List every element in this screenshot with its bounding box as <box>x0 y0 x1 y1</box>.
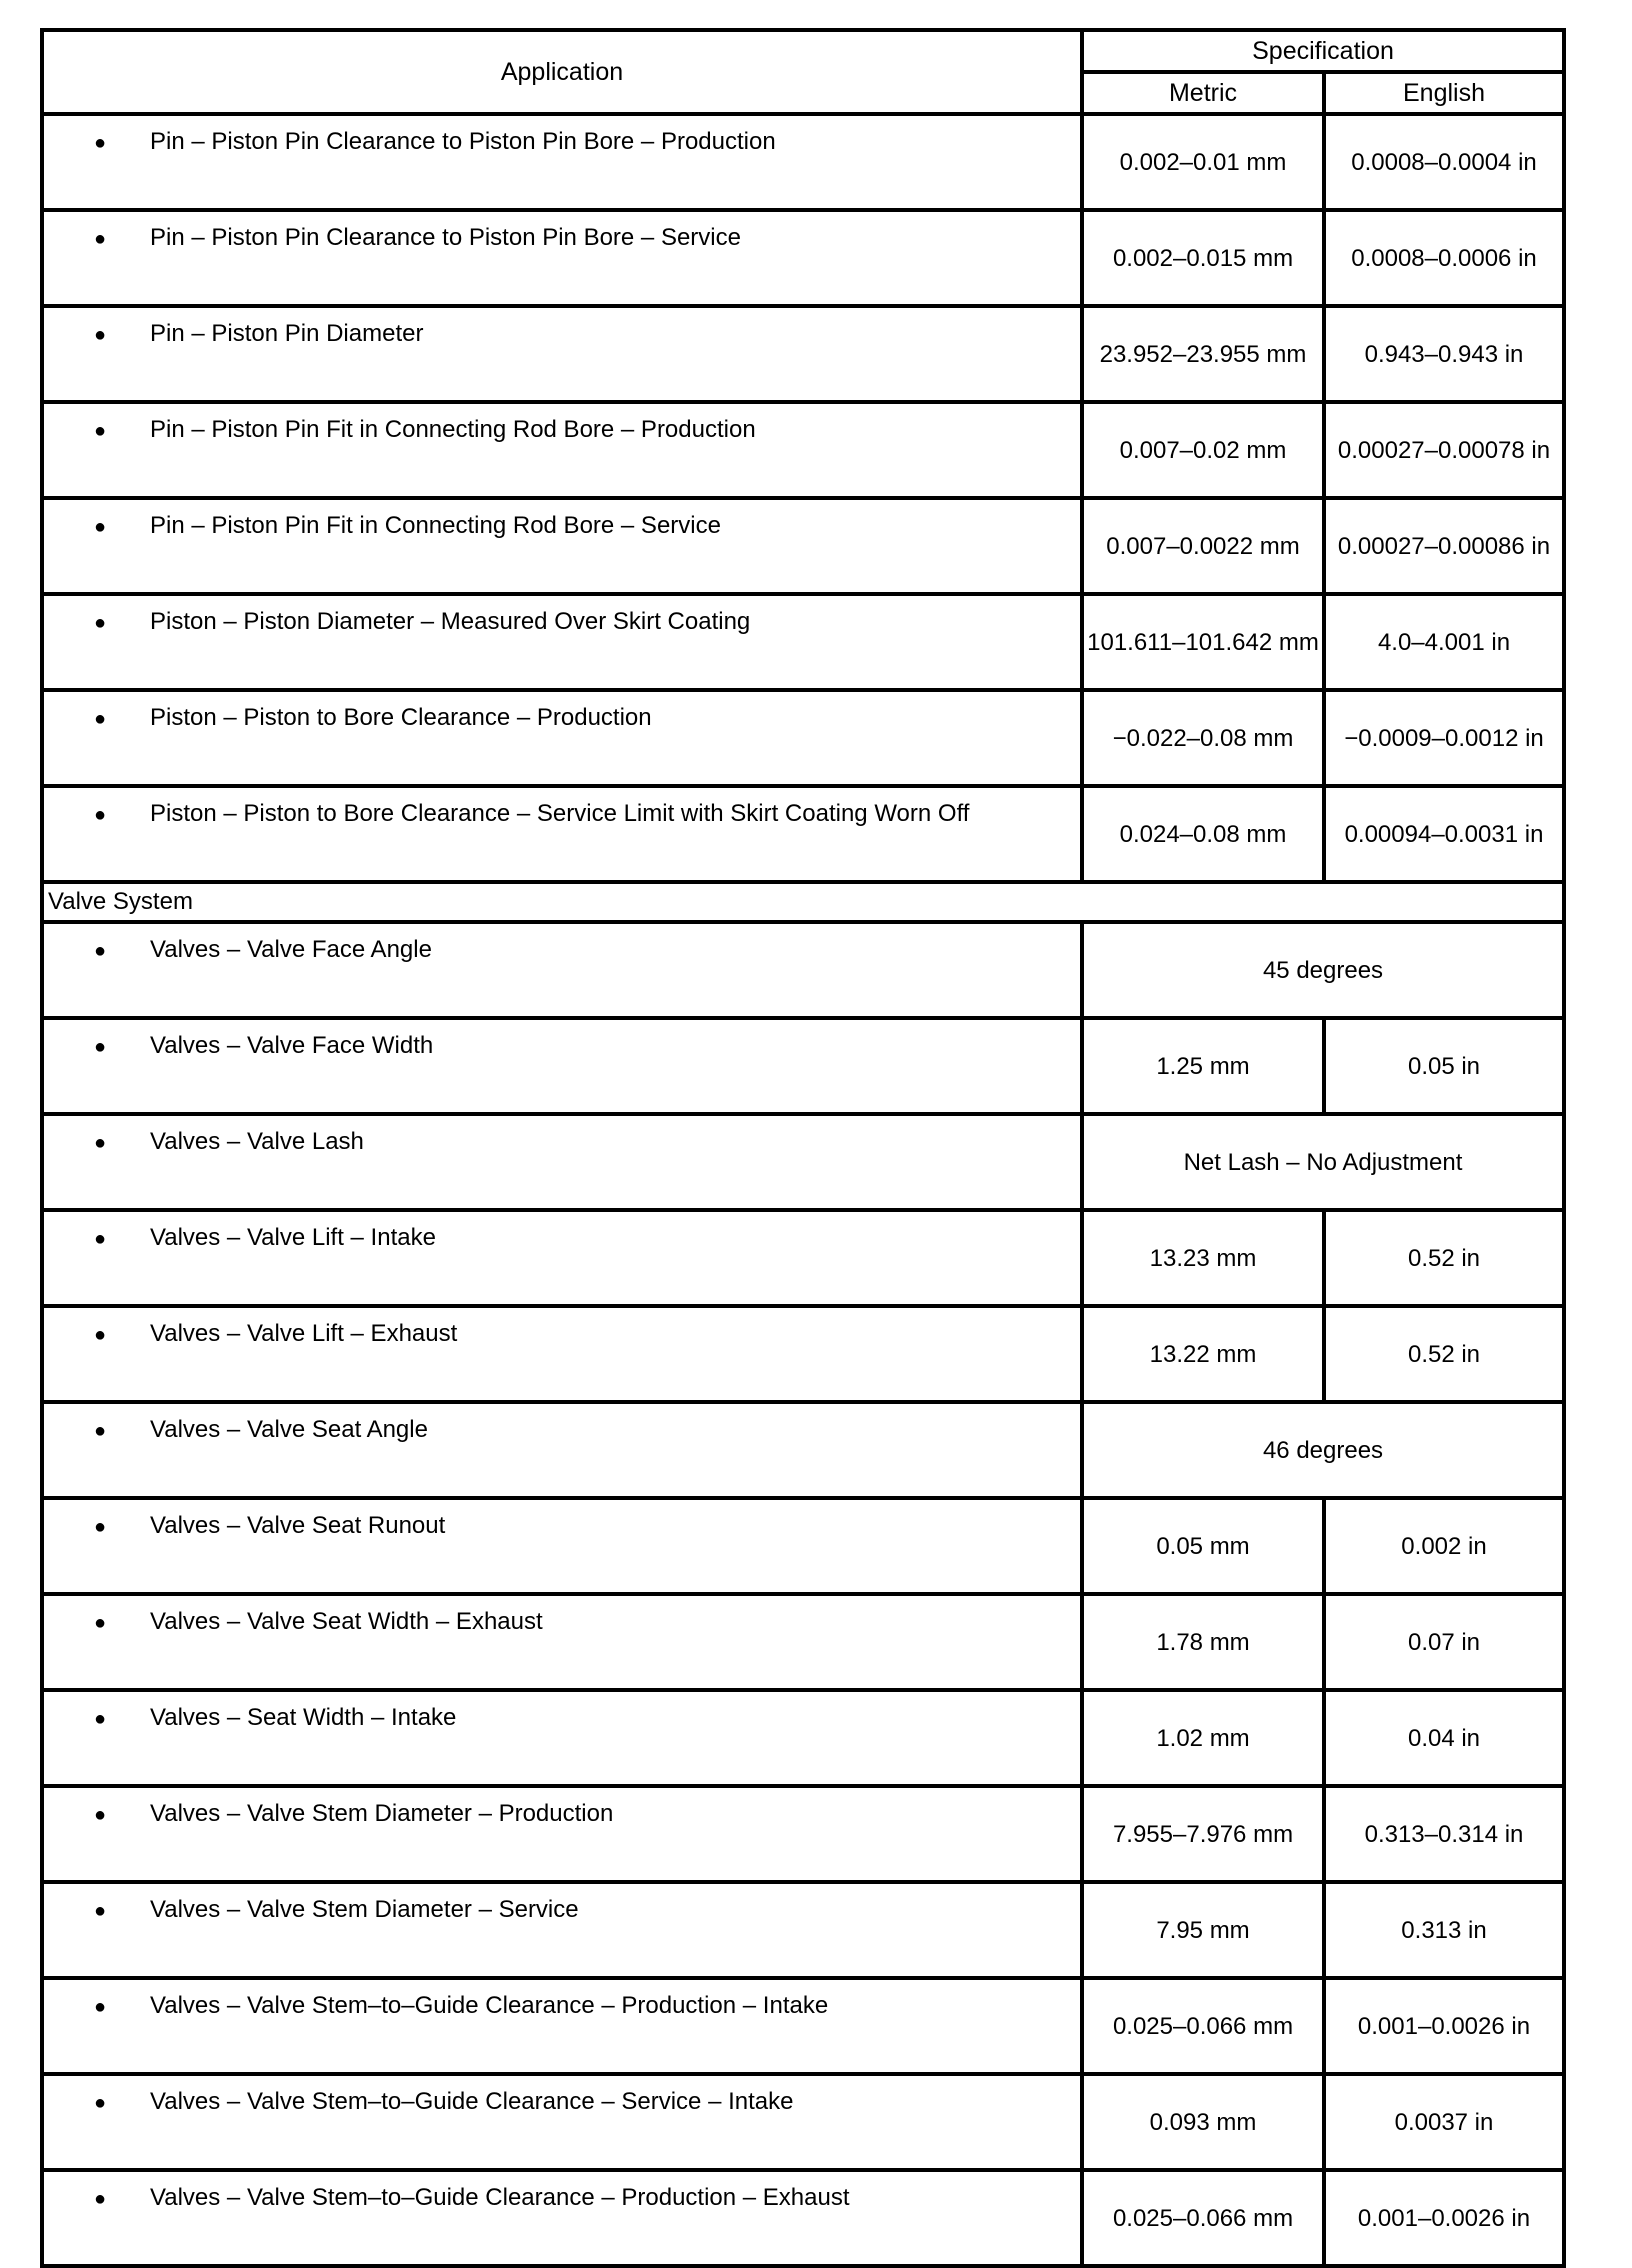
application-text: Valves – Valve Lift – Exhaust <box>150 1320 458 1347</box>
english-value: 0.313 in <box>1324 1882 1564 1978</box>
application-cell <box>42 1594 1082 1690</box>
bullet-icon: ● <box>94 804 107 826</box>
application-text: Pin – Piston Pin Fit in Connecting Rod Bore – Service <box>150 512 721 539</box>
english-value: 0.00027–0.00078 in <box>1324 402 1564 498</box>
application-cell <box>42 1018 1082 1114</box>
metric-value: 23.952–23.955 mm <box>1082 306 1324 402</box>
english-value: 0.001–0.0026 in <box>1324 2170 1564 2266</box>
english-value: −0.0009–0.0012 in <box>1324 690 1564 786</box>
english-value: 0.52 in <box>1324 1210 1564 1306</box>
metric-value: 0.025–0.066 mm <box>1082 2170 1324 2266</box>
english-value: 0.0008–0.0004 in <box>1324 114 1564 210</box>
application-cell <box>42 402 1082 498</box>
application-cell <box>42 2170 1082 2266</box>
application-cell <box>42 2074 1082 2170</box>
combined-value: Net Lash – No Adjustment <box>1082 1114 1564 1210</box>
english-value: 4.0–4.001 in <box>1324 594 1564 690</box>
table-row <box>42 1306 1564 1402</box>
table-row <box>42 2170 1564 2266</box>
section-row <box>42 882 1564 922</box>
table-row <box>42 1114 1564 1210</box>
application-cell <box>42 1306 1082 1402</box>
application-text: Valves – Valve Stem–to–Guide Clearance – Production – Exhaust <box>150 2184 850 2211</box>
application-cell <box>42 594 1082 690</box>
metric-value: 7.955–7.976 mm <box>1082 1786 1324 1882</box>
application-cell <box>42 1210 1082 1306</box>
table-row <box>42 594 1564 690</box>
table-row <box>42 114 1564 210</box>
bullet-icon: ● <box>94 1420 107 1442</box>
specification-table <box>40 28 1566 2268</box>
metric-value: 101.611–101.642 mm <box>1082 594 1324 690</box>
bullet-icon: ● <box>94 2092 107 2114</box>
table-row <box>42 402 1564 498</box>
application-cell <box>42 210 1082 306</box>
english-value: 0.001–0.0026 in <box>1324 1978 1564 2074</box>
metric-value: 0.024–0.08 mm <box>1082 786 1324 882</box>
metric-value: 1.25 mm <box>1082 1018 1324 1114</box>
header-application: Application <box>42 30 1082 114</box>
application-text: Valves – Valve Face Angle <box>150 936 432 963</box>
bullet-icon: ● <box>94 2188 107 2210</box>
application-cell <box>42 1690 1082 1786</box>
application-text: Valves – Valve Lash <box>150 1128 364 1155</box>
application-text: Pin – Piston Pin Clearance to Piston Pin Bore – Service <box>150 224 741 251</box>
application-text: Pin – Piston Pin Diameter <box>150 320 424 347</box>
application-cell <box>42 1114 1082 1210</box>
bullet-icon: ● <box>94 1612 107 1634</box>
application-text: Valves – Valve Lift – Intake <box>150 1224 436 1251</box>
section-title: Valve System <box>42 882 1564 922</box>
english-value: 0.05 in <box>1324 1018 1564 1114</box>
table-row <box>42 498 1564 594</box>
bullet-icon: ● <box>94 1228 107 1250</box>
application-cell <box>42 922 1082 1018</box>
header-specification: Specification <box>1082 30 1564 72</box>
metric-value: −0.022–0.08 mm <box>1082 690 1324 786</box>
table-row <box>42 690 1564 786</box>
application-text: Piston – Piston Diameter – Measured Over Skirt Coating <box>150 608 751 635</box>
table-row <box>42 1690 1564 1786</box>
application-cell <box>42 1498 1082 1594</box>
application-cell <box>42 1786 1082 1882</box>
metric-value: 0.007–0.0022 mm <box>1082 498 1324 594</box>
english-value: 0.0037 in <box>1324 2074 1564 2170</box>
metric-value: 1.02 mm <box>1082 1690 1324 1786</box>
application-text: Pin – Piston Pin Clearance to Piston Pin Bore – Production <box>150 128 776 155</box>
application-text: Valves – Valve Stem Diameter – Production <box>150 1800 614 1827</box>
table-row <box>42 1018 1564 1114</box>
metric-value: 0.002–0.01 mm <box>1082 114 1324 210</box>
metric-value: 0.093 mm <box>1082 2074 1324 2170</box>
application-text: Valves – Valve Stem–to–Guide Clearance – Production – Intake <box>150 1992 829 2019</box>
application-text: Valves – Valve Stem Diameter – Service <box>150 1896 579 1923</box>
metric-value: 0.002–0.015 mm <box>1082 210 1324 306</box>
bullet-icon: ● <box>94 228 107 250</box>
table-row <box>42 922 1564 1018</box>
english-value: 0.00094–0.0031 in <box>1324 786 1564 882</box>
table-row <box>42 1978 1564 2074</box>
english-value: 0.002 in <box>1324 1498 1564 1594</box>
application-cell <box>42 114 1082 210</box>
metric-value: 13.23 mm <box>1082 1210 1324 1306</box>
combined-value: 45 degrees <box>1082 922 1564 1018</box>
application-text: Pin – Piston Pin Fit in Connecting Rod Bore – Production <box>150 416 756 443</box>
application-cell <box>42 690 1082 786</box>
header-metric: Metric <box>1082 72 1324 114</box>
application-text: Piston – Piston to Bore Clearance – Service Limit with Skirt Coating Worn Off <box>150 800 970 827</box>
header-english: English <box>1324 72 1564 114</box>
bullet-icon: ● <box>94 132 107 154</box>
bullet-icon: ● <box>94 612 107 634</box>
bullet-icon: ● <box>94 420 107 442</box>
table-row <box>42 1210 1564 1306</box>
metric-value: 1.78 mm <box>1082 1594 1324 1690</box>
application-text: Valves – Valve Stem–to–Guide Clearance – Service – Intake <box>150 2088 794 2115</box>
metric-value: 0.025–0.066 mm <box>1082 1978 1324 2074</box>
bullet-icon: ● <box>94 324 107 346</box>
application-cell <box>42 1402 1082 1498</box>
metric-value: 0.05 mm <box>1082 1498 1324 1594</box>
table-row <box>42 306 1564 402</box>
table-row <box>42 210 1564 306</box>
application-text: Piston – Piston to Bore Clearance – Production <box>150 704 652 731</box>
application-cell <box>42 498 1082 594</box>
application-text: Valves – Valve Face Width <box>150 1032 434 1059</box>
table-row <box>42 2074 1564 2170</box>
bullet-icon: ● <box>94 1996 107 2018</box>
application-text: Valves – Valve Seat Angle <box>150 1416 428 1443</box>
english-value: 0.943–0.943 in <box>1324 306 1564 402</box>
application-text: Valves – Seat Width – Intake <box>150 1704 457 1731</box>
bullet-icon: ● <box>94 940 107 962</box>
table-row <box>42 1498 1564 1594</box>
table-row <box>42 1402 1564 1498</box>
english-value: 0.04 in <box>1324 1690 1564 1786</box>
application-text: Valves – Valve Seat Width – Exhaust <box>150 1608 543 1635</box>
english-value: 0.52 in <box>1324 1306 1564 1402</box>
application-cell <box>42 306 1082 402</box>
application-cell <box>42 1882 1082 1978</box>
bullet-icon: ● <box>94 1516 107 1538</box>
english-value: 0.07 in <box>1324 1594 1564 1690</box>
metric-value: 7.95 mm <box>1082 1882 1324 1978</box>
english-value: 0.313–0.314 in <box>1324 1786 1564 1882</box>
bullet-icon: ● <box>94 516 107 538</box>
bullet-icon: ● <box>94 1132 107 1154</box>
table-row <box>42 1786 1564 1882</box>
application-cell <box>42 1978 1082 2074</box>
english-value: 0.0008–0.0006 in <box>1324 210 1564 306</box>
bullet-icon: ● <box>94 1900 107 1922</box>
english-value: 0.00027–0.00086 in <box>1324 498 1564 594</box>
bullet-icon: ● <box>94 1324 107 1346</box>
bullet-icon: ● <box>94 1036 107 1058</box>
bullet-icon: ● <box>94 1804 107 1826</box>
table-row <box>42 1882 1564 1978</box>
table-row <box>42 786 1564 882</box>
combined-value: 46 degrees <box>1082 1402 1564 1498</box>
application-cell <box>42 786 1082 882</box>
application-text: Valves – Valve Seat Runout <box>150 1512 446 1539</box>
bullet-icon: ● <box>94 708 107 730</box>
table-row <box>42 1594 1564 1690</box>
bullet-icon: ● <box>94 1708 107 1730</box>
metric-value: 0.007–0.02 mm <box>1082 402 1324 498</box>
metric-value: 13.22 mm <box>1082 1306 1324 1402</box>
